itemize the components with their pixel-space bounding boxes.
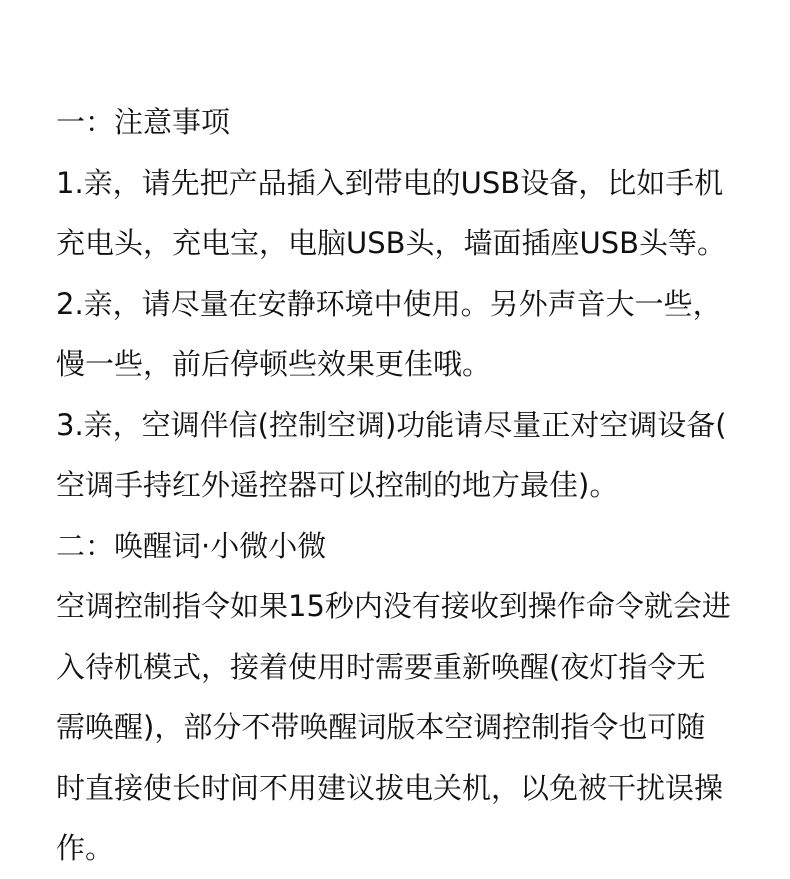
wake-word-paragraph-line-5: 作。 — [56, 831, 115, 865]
wake-word-paragraph-line-3: 需唤醒)，部分不带唤醒词版本空调控制指令也可随 — [56, 710, 706, 744]
note-3-line-2: 空调手持红外遥控器可以控制的地方最佳)。 — [56, 468, 619, 502]
instruction-document — [56, 92, 756, 879]
section-heading-notes: 一：注意事项 — [56, 105, 231, 139]
note-3-line-1: 3.亲，空调伴信(控制空调)功能请尽量正对空调设备( — [56, 407, 727, 442]
section-heading-wake-word: 二：唤醒词·小微小微 — [56, 528, 327, 563]
note-1-line-2: 充电头，充电宝，电脑USB头，墙面插座USB头等。 — [56, 226, 727, 260]
note-2-line-2: 慢一些，前后停顿些效果更佳哦。 — [56, 347, 492, 381]
wake-word-paragraph-line-4: 时直接使长时间不用建议拔电关机，以免被干扰误操 — [56, 770, 724, 805]
wake-word-paragraph-line-2: 入待机模式，接着使用时需要重新唤醒(夜灯指令无 — [56, 649, 706, 684]
note-1-line-1: 1.亲，请先把产品插入到带电的USB设备，比如手机 — [56, 165, 724, 200]
wake-word-paragraph-line-1: 空调控制指令如果15秒内没有接收到操作命令就会进 — [56, 589, 731, 623]
note-2-line-1: 2.亲，请尽量在安静环境中使用。另外声音大一些， — [56, 286, 722, 321]
